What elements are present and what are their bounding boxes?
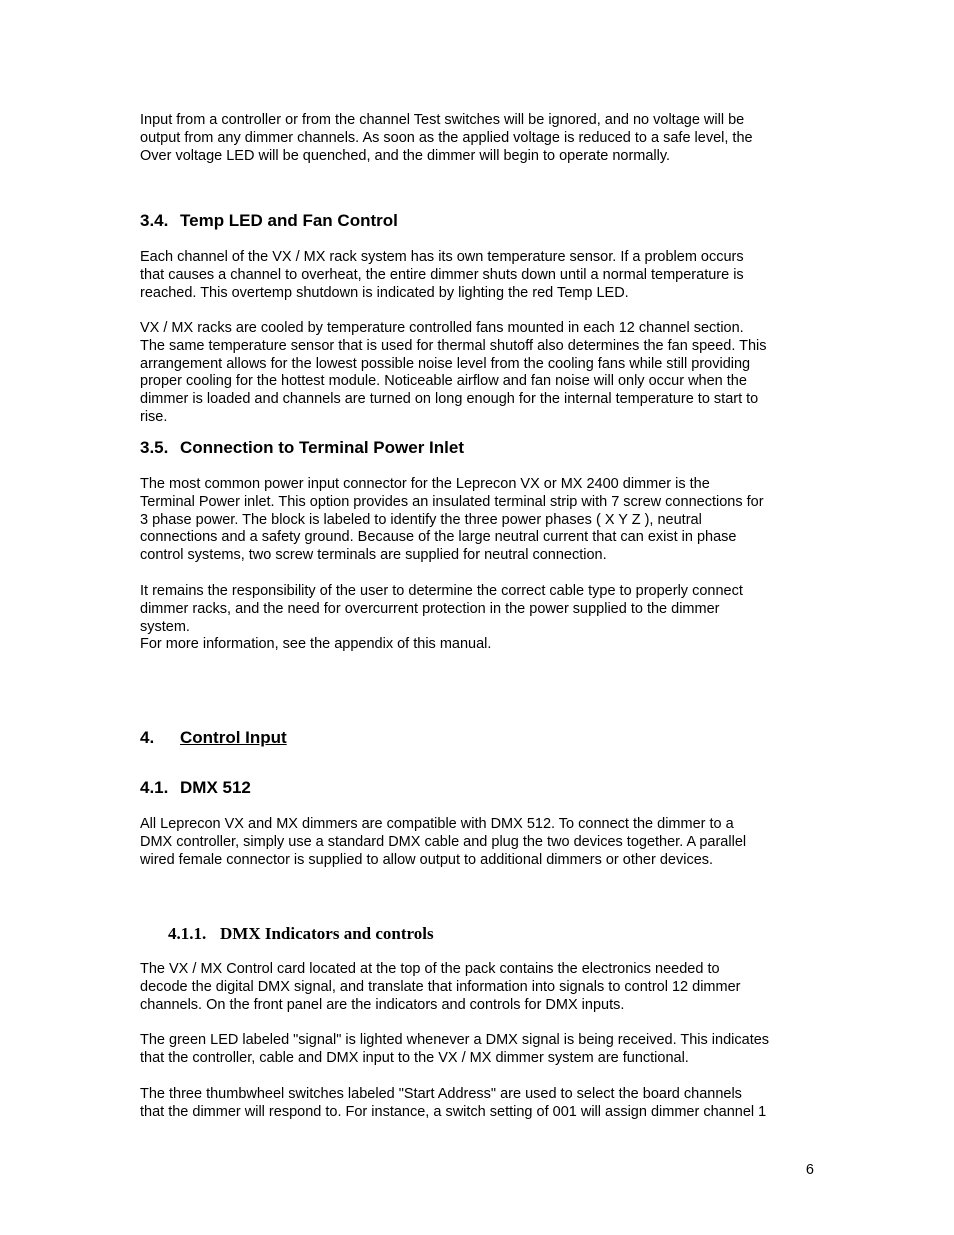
heading-3-4: 3.4. Temp LED and Fan Control: [140, 211, 398, 230]
paragraph-4-1-1-start-address: The three thumbwheel switches labeled "Start Address" are used to select the board channels that the dimmer will respond to. For instance, a switch setting of 001 will assign dimmer channel 1: [140, 1086, 767, 1120]
heading-4-1: 4.1. DMX 512: [140, 778, 251, 797]
heading-4: 4. Control Input: [140, 728, 287, 747]
page-number: 6: [805, 1162, 814, 1178]
intro-paragraph: Input from a controller or from the channel Test switches will be ignored, and no voltage will be output from any dimmer channels. As soon as the applied voltage is reduced to a safe level, the Over voltage LED will be quenched, and the dimmer will begin to operate normally.: [140, 112, 753, 164]
paragraph-3-4-fans: VX / MX racks are cooled by temperature controlled fans mounted in each 12 channel section. The same temperature sensor that is used for thermal shutoff also determines the fan speed. This arrangement allows for the lowest possible noise level from the cooling fans while still providing proper cooling for the hottest module. Noticeable airflow and fan noise will only occur when the dimmer is loaded and channels are turned on long enough for the internal temperature to start to rise.: [140, 320, 767, 425]
paragraph-3-5-inlet: The most common power input connector for the Leprecon VX or MX 2400 dimmer is the Terminal Power inlet. This option provides an insulated terminal strip with 7 screw connections for 3 phase power. The block is labeled to identify the three power phases ( X Y Z ), neutral connections and a safety ground. Because of the large neutral current that can exist in phase control systems, two screw terminals are supplied for neutral connection.: [140, 476, 764, 564]
heading-4-1-1: 4.1.1. DMX Indicators and controls: [168, 924, 434, 943]
paragraph-4-1-1-control-card: The VX / MX Control card located at the top of the pack contains the electronics needed to decode the digital DMX signal, and translate that information into signals to control 12 dimmer channels. On the front panel are the indicators and controls for DMX inputs.: [140, 961, 741, 1013]
paragraph-4-1-1-signal-led: The green LED labeled "signal" is lighted whenever a DMX signal is being received. This indicates that the controller, cable and DMX input to the VX / MX dimmer system are functional.: [140, 1032, 770, 1066]
paragraph-3-4-sensor: Each channel of the VX / MX rack system has its own temperature sensor. If a problem occurs that causes a channel to overheat, the entire dimmer shuts down until a normal temperature is reached. This overtemp shutdown is indicated by lighting the red Temp LED.: [140, 249, 744, 301]
heading-3-5: 3.5. Connection to Terminal Power Inlet: [140, 438, 464, 457]
paragraph-3-5-responsibility: It remains the responsibility of the user to determine the correct cable type to properly connect dimmer racks, and the need for overcurrent protection in the power supplied to the dimmer system. For more information, see the appendix of this manual.: [140, 583, 743, 653]
paragraph-4-1-dmx: All Leprecon VX and MX dimmers are compatible with DMX 512. To connect the dimmer to a DMX controller, simply use a standard DMX cable and plug the two devices together. A parallel wired female connector is supplied to allow output to additional dimmers or other devices.: [140, 816, 747, 868]
